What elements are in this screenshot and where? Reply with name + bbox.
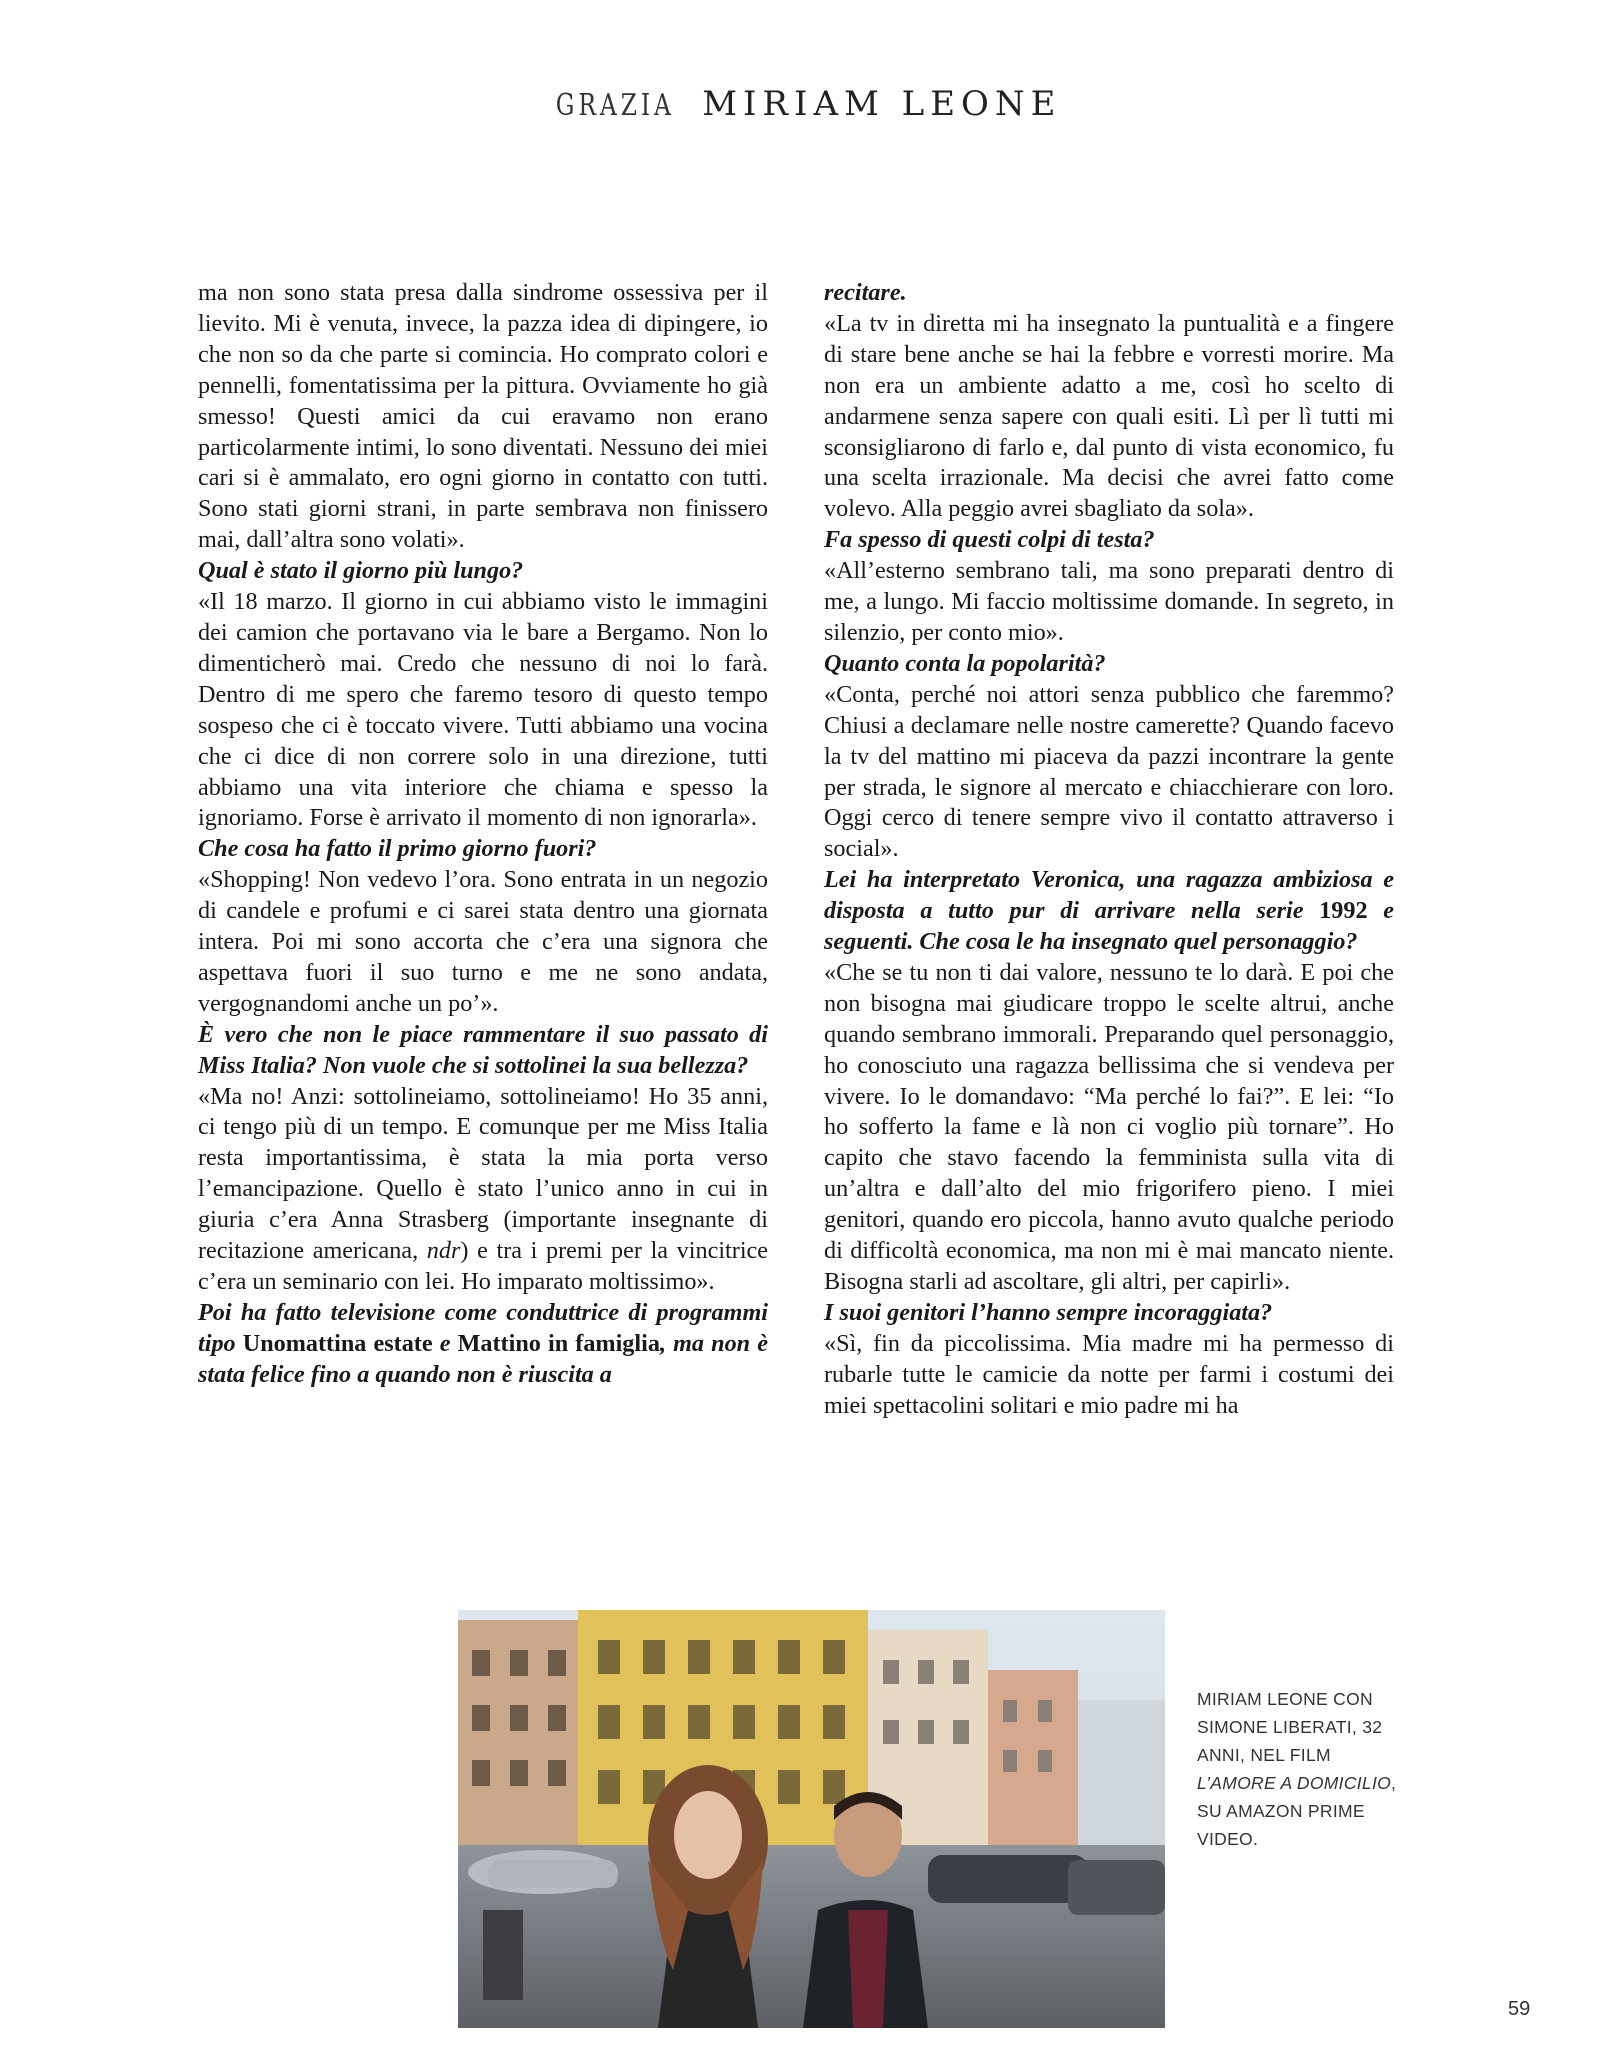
question-paragraph: Lei ha interpretato Veronica, una ragazza ambiziosa e disposta a tutto pur di arrivare nella serie 1992 e seguenti. Che cosa le ha insegnato quel personaggio? — [824, 866, 1394, 956]
question-paragraph: Che cosa ha fatto il primo giorno fuori? — [198, 835, 597, 863]
answer-paragraph: «Conta, perché noi attori senza pubblico che faremmo? Chiusi a declamare nelle nostre camerette? Quando facevo la tv del mattino mi piaceva da pazzi incontrare la gente per strada, le signore al mercato e chiacchierare con loro. Oggi cerco di tenere sempre vivo il contatto attraverso i social». — [824, 680, 1394, 863]
right-column — [824, 278, 1394, 1422]
question-paragraph: Fa spesso di questi colpi di testa? — [824, 526, 1155, 554]
film-title: L’AMORE A DOMICILIO — [1197, 1773, 1392, 1793]
page-number: 59 — [1508, 1998, 1531, 2020]
answer-paragraph: «Che se tu non ti dai valore, nessuno te lo darà. E poi che non bisogna mai giudicare troppo le scelte altrui, anche quando sembrano immorali. Preparando quel personaggio, ho conosciuto una ragazza bellissima che si vendeva per vivere. Io le domandavo: “Ma perché lo fai?”. E lei: “Io ho sofferto la fame e là non ci voglio più tornare”. Ho capito che stavo facendo la femminista sulla vita di un’altra e dall’alto del mio frigorifero pieno. I miei genitori, quando ero piccola, hanno avuto qualche periodo di difficoltà economica, ma non mi è mai mancato niente. Bisogna starli ad ascoltare, gli altri, per capirli». — [824, 958, 1394, 1295]
magazine-brand: GRAZIA — [555, 88, 675, 123]
answer-paragraph: «Sì, fin da piccolissima. Mia madre mi ha permesso di rubarle tutte le camicie da notte per farmi i costumi dei miei spettacolini solitari e mio padre mi ha — [824, 1329, 1394, 1419]
answer-paragraph: ma non sono stata presa dalla sindrome ossessiva per il lievito. Mi è venuta, invece, la pazza idea di dipingere, io che non so da che parte si comincia. Ho comprato colori e pennelli, fomentatissima per la pittura. Ovviamente ho già smesso! Questi amici da cui eravamo non erano particolarmente intimi, lo sono diventati. Nessuno dei miei cari si è ammalato, ero ogni giorno in contatto con tutti. Sono stati giorni strani, in parte sembrava non finissero mai, dall’altra sono volati». — [198, 279, 768, 554]
answer-paragraph: «Ma no! Anzi: sottolineiamo, sottolineiamo! Ho 35 anni, ci tengo più di un tempo. E comunque per me Miss Italia resta importantissima, è stata la mia porta verso l’emancipazione. Quello è stato l’unico anno in cui in giuria c’era Anna Strasberg (importante insegnante di recitazione americana, ndr) e tra i premi per la vincitrice c’era un seminario con lei. Ho imparato moltissimo». — [198, 1082, 769, 1295]
question-paragraph: Qual è stato il giorno più lungo? — [198, 557, 524, 585]
question-paragraph: I suoi genitori l’hanno sempre incoraggiata? — [824, 1298, 1273, 1326]
question-paragraph: Quanto conta la popolarità? — [824, 649, 1106, 677]
photo-caption: MIRIAM LEONE CON SIMONE LIBERATI, 32 ANNI, NEL FILM L’AMORE A DOMICILIO, SU AMAZON PRIME VIDEO. — [1197, 1689, 1397, 1849]
question-paragraph: Poi ha fatto televisione come conduttrice di programmi tipo Unomattina estate e Mattino in famiglia, ma non è stata felice fino a quando non è riuscita a — [198, 1298, 768, 1388]
answer-paragraph: «La tv in diretta mi ha insegnato la puntualità e a fingere di stare bene anche se hai la febbre e vorresti morire. Ma non era un ambiente adatto a me, così ho scelto di andarmene senza sapere con quali esiti. Lì per lì tutti mi sconsigliarono di farlo e, dal punto di vista economico, fu una scelta irrazionale. Ma decisi che avrei fatto come volevo. Alla peggio avrei sbagliato da sola». — [824, 309, 1394, 523]
question-paragraph: recitare. — [824, 279, 907, 306]
answer-paragraph: «Il 18 marzo. Il giorno in cui abbiamo visto le immagini dei camion che portavano via le bare a Bergamo. Non lo dimenticherò mai. Credo che nessuno di noi lo farà. Dentro di me spero che faremo tesoro di questo tempo sospeso che ci è toccato vivere. Tutti abbiamo una vocina che ci dice di non correre solo in una direzione, tutti abbiamo una vita interiore che chiama e spesso la ignoriamo. Forse è arrivato il momento di non ignorarla». — [198, 588, 768, 832]
film-still-photo — [458, 1610, 1165, 2028]
page-header — [0, 84, 1600, 124]
question-paragraph: È vero che non le piace rammentare il suo passato di Miss Italia? Non vuole che si sottolinei la sua bellezza? — [198, 1020, 768, 1079]
answer-paragraph: «All’esterno sembrano tali, ma sono preparati dentro di me, a lungo. Mi faccio moltissime domande. In segreto, in silenzio, per conto mio». — [824, 557, 1394, 646]
answer-paragraph: «Shopping! Non vedevo l’ora. Sono entrata in un negozio di candele e profumi e ci sarei stata dentro una giornata intera. Poi mi sono accorta che c’era una signora che aspettava fuori il suo turno e me ne sono andata, vergognandomi anche un po’». — [198, 866, 768, 1017]
left-column — [198, 278, 768, 1391]
article-title: MIRIAM LEONE — [702, 84, 1062, 124]
